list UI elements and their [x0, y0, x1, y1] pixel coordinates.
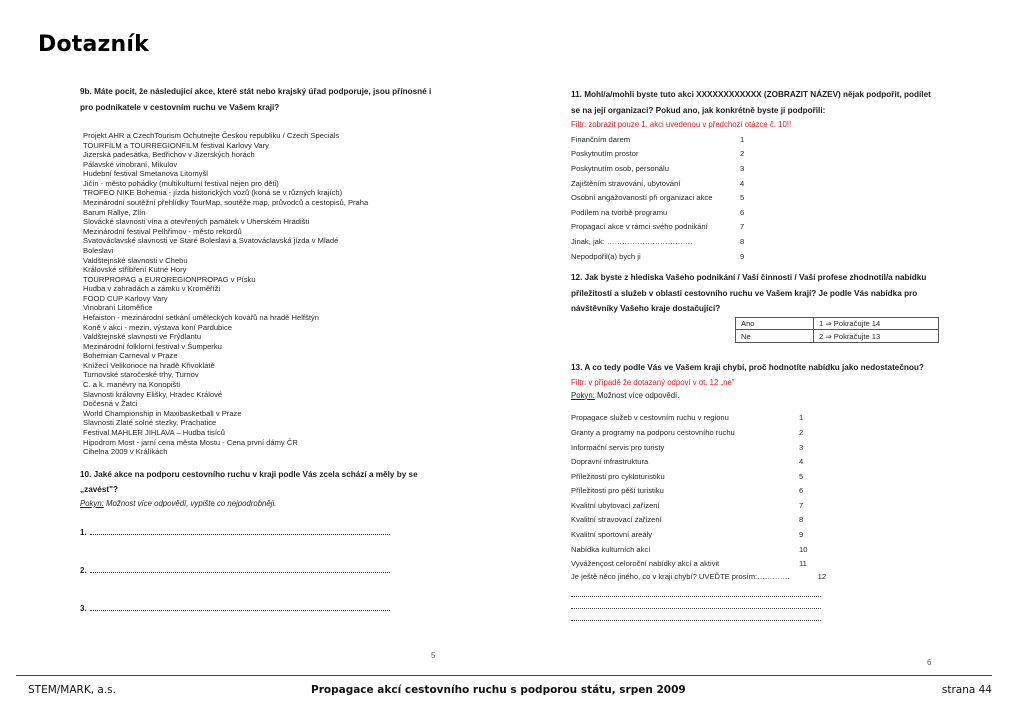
event-list-item: Mezinárodní soutěžní přehlídky TourMap, soutěže map, průvodců a cestopisů, Praha [83, 198, 369, 208]
option-label: Finančním darem [571, 134, 631, 144]
instruction-label: Pokyn: [571, 390, 595, 400]
option-code: 5 [740, 193, 745, 203]
question-13-options [571, 411, 807, 572]
other-label: Je ještě něco jiného, co v kraji chybí? UVEĎTE prosím:…………. [571, 572, 790, 582]
option-code: 1 [799, 413, 804, 423]
question-10-title: 10. Jaké akce na podporu cestovního ruchu v kraji podle Vás zcela schází a měly by se „zavést"? [80, 469, 418, 495]
other-code: 12 [817, 572, 827, 582]
option-code: 9 [799, 530, 804, 540]
event-list-item: Jizerská padesátka, Bedřichov v Jizerských horách [83, 150, 255, 160]
event-list-item: Jičín - město pohádky (multikulturní festival nejen pro děti) [83, 178, 279, 188]
dotted-line [90, 604, 390, 611]
event-list-item: Mezinárodní festival Pelhřimov - město rekordů [83, 226, 242, 236]
event-list-item: Vinobraní Litoměřice [83, 303, 153, 313]
question-11-options [571, 132, 744, 263]
option-row[interactable] [571, 249, 744, 264]
question-13-title: 13. A co tedy podle Vás ve Vašem kraji chybí, proč hodnotíte nabídku jako nedostatečnou? [571, 363, 924, 373]
event-list-item: Hipodrom Most - jarní cena města Mostu - Cena první dámy ČR [83, 437, 298, 447]
event-list-item: Svatováclavské slavnosti ve Staré Boleslavi a Svatováclavská jízda v Mladé [83, 236, 339, 246]
option-label: Nepodpořil(a) bych ji [571, 251, 641, 261]
event-list-item: Festival MAHLER JIHLAVA – Hudba tisíců [83, 427, 225, 437]
event-list-item: Projekt AHR a CzechTourism Ochutnejte Českou republiku / Czech Specials [83, 131, 340, 140]
option-label: Dopravní infrastruktura [571, 457, 649, 467]
event-list-item: TOURPROPAG a EUROREGIONPROPAG v Písku [83, 274, 256, 284]
option-row[interactable] [571, 161, 744, 176]
answer-lines [80, 528, 455, 613]
answer-line-number: 3. [80, 603, 87, 613]
option-row[interactable] [571, 234, 744, 249]
instruction-label: Pokyn: [80, 498, 104, 508]
option-row[interactable] [571, 484, 807, 499]
option-code: 4 [799, 457, 804, 467]
page-title: Dotazník [38, 32, 149, 57]
questionnaire-page-left [80, 84, 455, 664]
event-list-item: TROFEO NIKE Bohemia - jízda historických vozů (koná se v různých krajích) [83, 188, 343, 198]
event-list-item: Pálavské vinobraní, Mikulov [83, 159, 178, 169]
event-list-item: Boleslavi [83, 245, 114, 255]
event-list-item: World Championship in Maxibasketball v Praze [83, 408, 242, 418]
option-row[interactable] [736, 330, 939, 343]
event-list-item: Bohemian Carneval v Praze [83, 351, 178, 361]
event-list-item: Hefaiston - mezinárodní setkání uměleckých kovářů na hradě Helfštýn [83, 312, 319, 322]
answer-line-number: 1. [80, 527, 87, 537]
option-label: Granty a programy na podporu cestovního ruchu [571, 427, 735, 437]
option-label: Zajištěním stravování, ubytování [571, 178, 681, 188]
event-list-item: Hudba v zahradách a zámku v Kroměříži [83, 284, 221, 294]
option-code: 7 [799, 500, 804, 510]
option-row[interactable] [571, 147, 744, 162]
dotted-line [571, 609, 821, 621]
option-code: 4 [740, 178, 745, 188]
footer-divider [16, 675, 992, 676]
option-label: Nabídka kulturních akcí [571, 544, 651, 554]
option-code: 2 [799, 427, 804, 437]
option-row[interactable] [571, 454, 807, 469]
dotted-line [571, 587, 821, 597]
questionnaire-page-right [571, 87, 951, 672]
option-label: Kvalitní stravovací zařízení [571, 515, 662, 525]
option-label: Ne [736, 330, 814, 343]
option-code: 8 [740, 236, 745, 246]
option-label: Kvalitní ubytovací zařízení [571, 500, 660, 510]
option-label: Příležitosti pro cykloturistiku [571, 471, 665, 481]
option-label: Poskytnutím osob, personálu [571, 163, 669, 173]
event-list-item: Královské stříbření Kutné Hory [83, 265, 187, 275]
option-row[interactable] [571, 556, 807, 571]
option-row[interactable] [571, 411, 807, 426]
option-label: Kvalitní sportovní areály [571, 530, 653, 540]
event-list-item: Barum Rallye, Zlín [83, 207, 146, 217]
event-list-item: Mezinárodní folklorní festival v Šumperku [83, 341, 222, 351]
option-code: 9 [740, 251, 745, 261]
question-9b-title: 9b. Máte pocit, že následující akce, které stát nebo krajský úřad podporuje, jsou přínosné i pro podnikatele v cestovním ruchu ve Vašem kraji? [80, 87, 432, 112]
event-list-item: Slavnosti královny Elišky, Hradec Králové [83, 389, 223, 399]
event-list-item: Cihelna 2009 v Králíkách [83, 447, 168, 457]
option-label: Ano [736, 317, 814, 330]
event-list-item: TOURFILM a TOURREGIONFILM festival Karlovy Vary [83, 140, 269, 150]
option-route: 2 ⇒ Pokračujte 13 [814, 330, 939, 343]
event-list-item: Hudební festival Smetanova Litomyšl [83, 169, 208, 179]
question-10-instruction [80, 497, 455, 510]
event-list-item: Dočesná v Žatci [83, 399, 138, 409]
dotted-line [90, 566, 390, 573]
option-row[interactable] [571, 205, 744, 220]
option-row[interactable] [571, 469, 807, 484]
option-code: 11 [799, 559, 807, 569]
option-row[interactable] [571, 498, 807, 513]
option-row[interactable] [736, 317, 939, 330]
option-label: Příležitosti pro pěší turistiku [571, 486, 664, 496]
event-list-item: Slovácké slavnosti vína a otevřených památek v Uherském Hradišti [83, 217, 310, 227]
option-code: 6 [740, 207, 745, 217]
option-code: 8 [799, 515, 804, 525]
option-code: 7 [740, 222, 745, 232]
option-label: Informační servis pro turisty [571, 442, 665, 452]
answer-line[interactable] [80, 566, 455, 575]
event-list-item: Koně v akci - mezin. výstava koní Pardubice [83, 322, 232, 332]
option-row[interactable] [571, 190, 744, 205]
events-list [80, 131, 455, 457]
footer-report-title: Propagace akcí cestovního ruchu s podporou státu, srpen 2009 [311, 684, 686, 696]
option-row[interactable] [571, 220, 744, 235]
option-row[interactable] [571, 440, 807, 455]
answer-line[interactable] [80, 604, 455, 613]
dotted-line [571, 597, 821, 609]
event-list-item: Valdštejnské slavnosti ve Frýdlantu [83, 332, 202, 342]
option-code: 1 [740, 134, 745, 144]
question-11-filter: Filtr: zobrazit pouze 1. akci uvedenou v předchozí otázce č. 10!! [571, 120, 792, 129]
option-code: 2 [740, 149, 745, 159]
option-row[interactable] [571, 527, 807, 542]
answer-line-number: 2. [80, 565, 87, 575]
question-13-instruction [571, 389, 951, 402]
option-label: Vyvážençost celoroční nabídky akcí a aktivit [571, 559, 720, 569]
option-row[interactable] [571, 513, 807, 528]
option-label: Jinak, jak: ……………………………. [571, 236, 693, 246]
option-code: 6 [799, 486, 804, 496]
option-label: Poskytnutím prostor [571, 149, 639, 159]
option-code: 3 [799, 442, 804, 452]
event-list-item: Valdštejnské slavnosti v Chebu [83, 255, 188, 265]
instruction-text: Možnost více odpovědí. [594, 390, 680, 400]
page-number-right: 6 [927, 658, 932, 667]
option-code: 5 [799, 471, 804, 481]
event-list-item: Knížecí Velikonoce na hradě Křivoklátě [83, 360, 215, 370]
option-route: 1 ⇒ Pokračujte 14 [814, 317, 939, 330]
dotted-line [90, 528, 390, 535]
option-code: 3 [740, 163, 745, 173]
other-answer-lines [571, 587, 821, 621]
page-number-left: 5 [431, 651, 436, 660]
option-label: Osobní angažovaností při organizaci akce [571, 193, 713, 203]
instruction-text: Možnost více odpovědí, vypište co nejpodrobněji. [103, 498, 277, 508]
option-row[interactable] [571, 176, 744, 191]
event-list-item: FOOD CUP Karlovy Vary [83, 293, 168, 303]
footer-page-number: strana 44 [941, 684, 992, 696]
question-11-title: 11. Mohl/a/mohli byste tuto akci XXXXXXXXXXXX (ZOBRAZIT NÁZEV) nějak podpořit, podílet se na její organizaci? Pokud ano, jak konkrétně byste ji podpořili: [571, 90, 931, 115]
question-12-title: 12. Jak byste z hlediska Vašeho podnikání / Vaší činnosti / Vaší profese zhodnotil/a nabídku příležitostí a služeb v oblasti cestovního ruchu ve Vašem kraji? Je podle Vás nabídka pro návštěvníky Vašeho kraje dostačující? [571, 273, 927, 314]
option-label: Propagace služeb v cestovním ruchu v regionu [571, 413, 729, 423]
option-label: Propagací akce v rámci svého podnikání [571, 222, 708, 232]
option-row[interactable] [571, 425, 807, 440]
footer-company: STEM/MARK, a.s. [28, 684, 116, 696]
event-list-item: Slavnosti Zlaté solné stezky, Prachatice [83, 418, 217, 428]
answer-line[interactable] [80, 528, 455, 537]
question-12-options [735, 317, 939, 343]
option-row[interactable] [571, 542, 807, 557]
event-list-item: C. a k. manévry na Konopišti [83, 380, 181, 390]
question-13-filter: Filtr: v případě že dotazaný odpoví v ot. 12 „ne" [571, 377, 735, 387]
option-label: Podílem na tvorbě programu [571, 207, 668, 217]
event-list-item: Turnovské staročeské trhy, Turnov [83, 370, 199, 380]
question-13-other [571, 571, 951, 583]
option-row[interactable] [571, 132, 744, 147]
option-code: 10 [799, 544, 808, 554]
